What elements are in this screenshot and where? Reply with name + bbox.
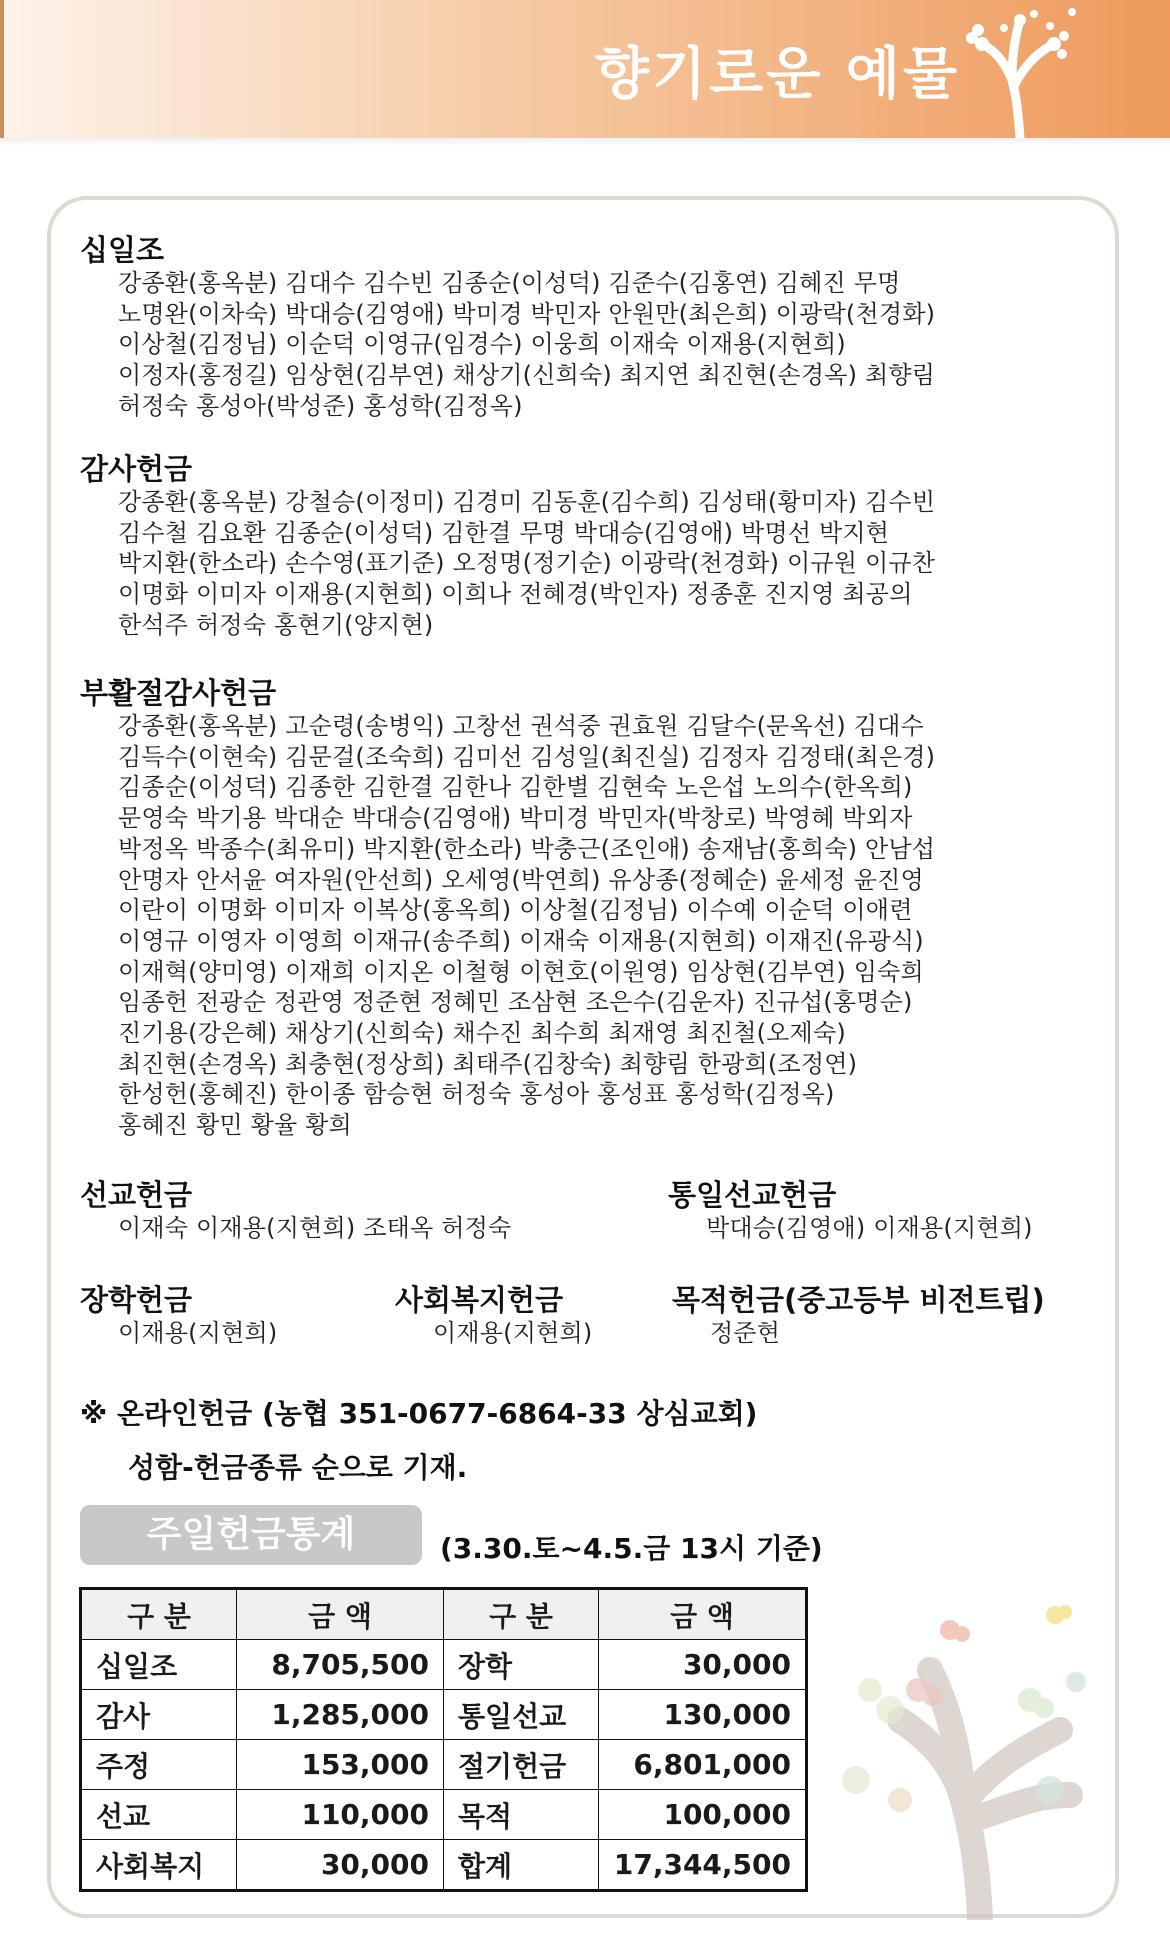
section-mission <box>80 1177 511 1244</box>
donor-list: 이재숙 이재용(지현희) 조태옥 허정숙 <box>118 1214 512 1242</box>
amount-value: 110,000 <box>237 1790 444 1840</box>
category-label: 장학 <box>444 1640 599 1690</box>
table-row <box>81 1790 807 1840</box>
donor-list: 이재용(지현희) <box>118 1319 278 1347</box>
donor-list: 이재용(지현희) <box>433 1319 593 1347</box>
category-label: 감사 <box>81 1690 237 1740</box>
online-offering-notice: ※ 온라인헌금 (농협 351-0677-6864-33 상심교회) <box>80 1397 758 1430</box>
section-thanks <box>80 451 935 641</box>
donor-list: 강종환(홍옥분) 고순령(송병익) 고창선 권석중 권효원 김달수(문옥선) 김대수 김득수(이현숙) 김문걸(조숙희) 김미선 김성일(최진실) 김정자 김정태(최은경) 김종순(이성덕) 김종한 김한결 김한나 김한별 김현숙 노은섭 노의수(한옥희) 문영숙 박기용 박대순 박대승(김영애) 박미경 박민자(박창로) 박영혜 박외자 박정옥 박종수(최유미) 박지환(한소라) 박충근(조인애) 송재남(홍희숙) 안남섭 안명자 안서윤 여자원(안선희) 오세영(박연희) 유상종(정혜순) 윤세정 윤진영 이란이 이명화 이미자 이복상(홍옥희) 이상철(김정님) 이수예 이순덕 이애련 이영규 이영자 이영희 이재규(송주희) 이재숙 이재용(지현희) 이재진(유광식) 이재혁(양미영) 이재희 이지온 이철형 이현호(이원영) 임상현(김부연) 임숙희 임종헌 전광순 정관영 정준현 정혜민 조삼현 조은수(김운자) 진규섭(홍명순) 진기용(강은혜) 채상기(신희숙) 채수진 최수희 최재영 최진철(오제숙) 최진현(손경옥) 최충현(정상희) 최태주(김창숙) 최향림 한광희(조정연) 한성헌(홍혜진) 한이종 함승현 허정숙 홍성아 홍성표 홍성학(김정옥) 홍혜진 황민 황율 황희 <box>118 712 936 1140</box>
amount-value: 130,000 <box>599 1690 807 1740</box>
amount-value: 30,000 <box>599 1640 807 1690</box>
section-easter <box>80 675 935 1141</box>
header-shadow <box>0 138 1170 146</box>
amount-value: 8,705,500 <box>237 1640 444 1690</box>
section-title: 목적헌금(중고등부 비전트립) <box>672 1283 1045 1317</box>
category-label: 주정 <box>81 1740 237 1790</box>
page-title: 향기로운 예물 <box>594 42 960 107</box>
donor-list: 강종환(홍옥분) 김대수 김수빈 김종순(이성덕) 김준수(김홍연) 김혜진 무명 노명완(이차숙) 박대승(김영애) 박미경 박민자 안원만(최은희) 이광락(천경화) 이상철(김정님) 이순덕 이영규(임경수) 이웅희 이재숙 이재용(지현희) 이정자(홍정길) 임상현(김부연) 채상기(신희숙) 최지연 최진현(손경옥) 최향림 허정숙 홍성아(박성준) 홍성학(김정옥) <box>118 269 936 420</box>
section-tithe <box>80 232 935 422</box>
section-title: 선교헌금 <box>80 1178 193 1212</box>
weekly-stats-badge: 주일헌금통계 <box>80 1505 422 1565</box>
offering-stats-table <box>79 1587 808 1892</box>
column-header: 구 분 <box>444 1589 599 1640</box>
section-purpose <box>672 1282 1045 1349</box>
category-label: 통일선교 <box>444 1690 599 1740</box>
amount-value: 17,344,500 <box>599 1840 807 1891</box>
category-label: 목적 <box>444 1790 599 1840</box>
amount-value: 30,000 <box>237 1840 444 1891</box>
category-label: 사회복지 <box>81 1840 237 1891</box>
section-title: 통일선교헌금 <box>668 1178 837 1212</box>
amount-value: 1,285,000 <box>237 1690 444 1740</box>
category-label: 십일조 <box>81 1640 237 1690</box>
column-header: 금 액 <box>237 1589 444 1640</box>
column-header: 구 분 <box>81 1589 237 1640</box>
table-row <box>81 1740 807 1790</box>
amount-value: 100,000 <box>599 1790 807 1840</box>
amount-value: 6,801,000 <box>599 1740 807 1790</box>
column-header: 금 액 <box>599 1589 807 1640</box>
header-edge-line <box>0 0 4 138</box>
decorative-tree-icon <box>830 1590 1120 1920</box>
section-title: 감사헌금 <box>80 452 193 486</box>
section-title: 사회복지헌금 <box>395 1283 564 1317</box>
category-label: 합계 <box>444 1840 599 1891</box>
donor-list: 박대승(김영애) 이재용(지현희) <box>706 1214 1033 1242</box>
category-label: 절기헌금 <box>444 1740 599 1790</box>
table-row <box>81 1640 807 1690</box>
amount-value: 153,000 <box>237 1740 444 1790</box>
section-title: 장학헌금 <box>80 1283 193 1317</box>
section-social-welfare <box>395 1282 592 1349</box>
category-label: 선교 <box>81 1790 237 1840</box>
table-row <box>81 1690 807 1740</box>
section-title: 부활절감사헌금 <box>80 676 277 710</box>
section-title: 십일조 <box>80 233 165 267</box>
online-offering-instruction: 성함-헌금종류 순으로 기재. <box>128 1451 468 1484</box>
header-banner <box>0 0 1170 138</box>
table-header-row <box>81 1589 807 1640</box>
section-unification-mission <box>668 1177 1033 1244</box>
stats-period: (3.30.토~4.5.금 13시 기준) <box>440 1532 823 1565</box>
tree-branch-icon <box>942 0 1092 138</box>
donor-list: 강종환(홍옥분) 강철승(이정미) 김경미 김동훈(김수희) 김성태(황미자) 김수빈 김수철 김요환 김종순(이성덕) 김한결 무명 박대승(김영애) 박명선 박지현 박지환(한소라) 손수영(표기준) 오정명(정기순) 이광락(천경화) 이규원 이규찬 이명화 이미자 이재용(지현희) 이희나 전혜경(박인자) 정종훈 진지영 최공의 한석주 허정숙 홍현기(양지현) <box>118 488 936 639</box>
table-row <box>81 1840 807 1891</box>
donor-list: 정준현 <box>710 1319 781 1347</box>
section-scholarship <box>80 1282 277 1349</box>
